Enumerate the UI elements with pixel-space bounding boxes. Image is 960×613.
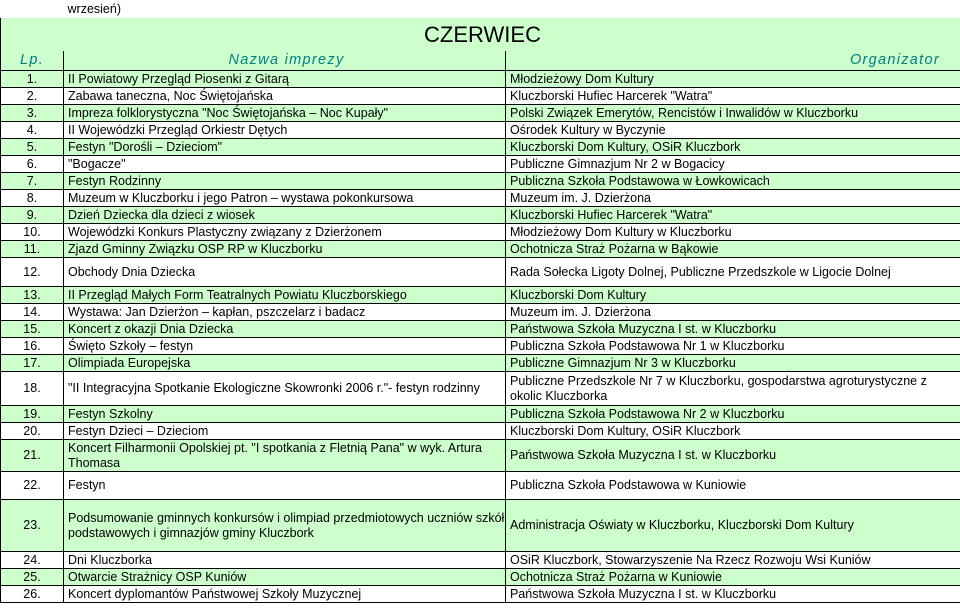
event-name: Festyn Rodzinny bbox=[64, 173, 506, 190]
table-row bbox=[1, 423, 960, 440]
event-name: Koncert z okazji Dnia Dziecka bbox=[64, 321, 506, 338]
row-number: 20. bbox=[1, 423, 64, 440]
row-number: 2. bbox=[1, 88, 64, 105]
table-row bbox=[1, 71, 960, 88]
event-name: Festyn bbox=[64, 472, 506, 500]
table-row bbox=[1, 406, 960, 423]
row-number: 19. bbox=[1, 406, 64, 423]
event-name: Festyn Dzieci – Dzieciom bbox=[64, 423, 506, 440]
table-row bbox=[1, 105, 960, 122]
event-organizer: Kluczborski Dom Kultury, OSiR Kluczbork bbox=[506, 423, 960, 440]
table-row bbox=[1, 207, 960, 224]
table-row bbox=[1, 321, 960, 338]
event-organizer: Kluczborski Hufiec Harcerek "Watra" bbox=[506, 88, 960, 105]
event-name: Święto Szkoły – festyn bbox=[64, 338, 506, 355]
event-organizer: Publiczna Szkoła Podstawowa Nr 1 w Kluczborku bbox=[506, 338, 960, 355]
table-row bbox=[1, 173, 960, 190]
row-number: 14. bbox=[1, 304, 64, 321]
table-row bbox=[1, 287, 960, 304]
event-organizer: OSiR Kluczbork, Stowarzyszenie Na Rzecz Rozwoju Wsi Kuniów bbox=[506, 552, 960, 569]
event-name: Impreza folklorystyczna "Noc Świętojańska – Noc Kupały" bbox=[64, 105, 506, 122]
event-name: Festyn "Dorośli – Dzieciom" bbox=[64, 139, 506, 156]
event-name: Podsumowanie gminnych konkursów i olimpiad przedmiotowych uczniów szkół podstawowych i gimnazjów gminy Kluczbork bbox=[64, 500, 506, 552]
row-number: 8. bbox=[1, 190, 64, 207]
row-number: 1. bbox=[1, 71, 64, 88]
event-organizer: Publiczne Przedszkole Nr 7 w Kluczborku, gospodarstwa agroturystyczne z okolic Kluczborka bbox=[506, 372, 960, 406]
event-name: Zabawa taneczna, Noc Świętojańska bbox=[64, 88, 506, 105]
event-name: Otwarcie Strażnicy OSP Kuniów bbox=[64, 569, 506, 586]
event-organizer: Kluczborski Hufiec Harcerek "Watra" bbox=[506, 207, 960, 224]
event-name: Obchody Dnia Dziecka bbox=[64, 258, 506, 287]
month-heading: CZERWIEC bbox=[1, 18, 960, 51]
event-name: Zjazd Gminny Związku OSP RP w Kluczborku bbox=[64, 241, 506, 258]
row-number: 15. bbox=[1, 321, 64, 338]
table-row bbox=[1, 586, 960, 603]
event-organizer: Ochotnicza Straż Pożarna w Bąkowie bbox=[506, 241, 960, 258]
event-organizer: Publiczne Gimnazjum Nr 3 w Kluczborku bbox=[506, 355, 960, 372]
row-number: 4. bbox=[1, 122, 64, 139]
table-row bbox=[1, 241, 960, 258]
event-organizer: Młodzieżowy Dom Kultury w Kluczborku bbox=[506, 224, 960, 241]
event-name: Koncert Filharmonii Opolskiej pt. "I spotkania z Fletnią Pana" w wyk. Artura Thomasa bbox=[64, 440, 506, 472]
event-name: Dni Kluczborka bbox=[64, 552, 506, 569]
event-organizer: Publiczne Gimnazjum Nr 2 w Bogacicy bbox=[506, 156, 960, 173]
event-organizer: Państwowa Szkoła Muzyczna I st. w Kluczborku bbox=[506, 321, 960, 338]
title-fragment: wrzesień) bbox=[64, 0, 960, 18]
row-number: 3. bbox=[1, 105, 64, 122]
event-organizer: Publiczna Szkoła Podstawowa w Łowkowicach bbox=[506, 173, 960, 190]
row-number: 17. bbox=[1, 355, 64, 372]
event-name: Koncert dyplomantów Państwowej Szkoły Muzycznej bbox=[64, 586, 506, 603]
table-row bbox=[1, 338, 960, 355]
event-name: "Bogacze" bbox=[64, 156, 506, 173]
table-row bbox=[1, 355, 960, 372]
event-name: Olimpiada Europejska bbox=[64, 355, 506, 372]
event-name: II Przegląd Małych Form Teatralnych Powiatu Kluczborskiego bbox=[64, 287, 506, 304]
table-row bbox=[1, 472, 960, 500]
table-row bbox=[1, 552, 960, 569]
table-row bbox=[1, 122, 960, 139]
event-organizer: Muzeum im. J. Dzierżona bbox=[506, 304, 960, 321]
row-number: 24. bbox=[1, 552, 64, 569]
column-header-event-name: Nazwa imprezy bbox=[64, 51, 506, 71]
row-number: 9. bbox=[1, 207, 64, 224]
row-number: 18. bbox=[1, 372, 64, 406]
row-number: 23. bbox=[1, 500, 64, 552]
table-row bbox=[1, 569, 960, 586]
column-header-number: Lp. bbox=[1, 51, 64, 71]
table-row bbox=[1, 500, 960, 552]
event-organizer: Państwowa Szkoła Muzyczna I st. w Kluczborku bbox=[506, 586, 960, 603]
event-organizer: Kluczborski Dom Kultury bbox=[506, 287, 960, 304]
event-name: Wystawa: Jan Dzierżon – kapłan, pszczelarz i badacz bbox=[64, 304, 506, 321]
event-organizer: Rada Sołecka Ligoty Dolnej, Publiczne Przedszkole w Ligocie Dolnej bbox=[506, 258, 960, 287]
row-number: 21. bbox=[1, 440, 64, 472]
event-organizer: Polski Związek Emerytów, Rencistów i Inwalidów w Kluczborku bbox=[506, 105, 960, 122]
table-row bbox=[1, 156, 960, 173]
table-row bbox=[1, 372, 960, 406]
row-number: 6. bbox=[1, 156, 64, 173]
table-row bbox=[1, 440, 960, 472]
table-row bbox=[1, 88, 960, 105]
table-row bbox=[1, 304, 960, 321]
row-number: 26. bbox=[1, 586, 64, 603]
event-organizer: Państwowa Szkoła Muzyczna I st. w Kluczborku bbox=[506, 440, 960, 472]
event-organizer: Administracja Oświaty w Kluczborku, Kluczborski Dom Kultury bbox=[506, 500, 960, 552]
table-row bbox=[1, 224, 960, 241]
event-organizer: Muzeum im. J. Dzierżona bbox=[506, 190, 960, 207]
table-row bbox=[1, 190, 960, 207]
event-organizer: Publiczna Szkoła Podstawowa Nr 2 w Kluczborku bbox=[506, 406, 960, 423]
row-number: 16. bbox=[1, 338, 64, 355]
event-name: Wojewódzki Konkurs Plastyczny związany z Dzierżonem bbox=[64, 224, 506, 241]
table-row bbox=[1, 258, 960, 287]
row-number: 5. bbox=[1, 139, 64, 156]
event-name: Dzień Dziecka dla dzieci z wiosek bbox=[64, 207, 506, 224]
table-row bbox=[1, 139, 960, 156]
row-number: 12. bbox=[1, 258, 64, 287]
event-name: Festyn Szkolny bbox=[64, 406, 506, 423]
event-organizer: Ochotnicza Straż Pożarna w Kuniowie bbox=[506, 569, 960, 586]
event-organizer: Młodzieżowy Dom Kultury bbox=[506, 71, 960, 88]
row-number: 10. bbox=[1, 224, 64, 241]
event-organizer: Kluczborski Dom Kultury, OSiR Kluczbork bbox=[506, 139, 960, 156]
event-organizer: Publiczna Szkoła Podstawowa w Kuniowie bbox=[506, 472, 960, 500]
event-organizer: Ośrodek Kultury w Byczynie bbox=[506, 122, 960, 139]
event-name: II Wojewódzki Przegląd Orkiestr Dętych bbox=[64, 122, 506, 139]
row-number: 13. bbox=[1, 287, 64, 304]
column-header-organizer: Organizator bbox=[506, 51, 960, 71]
row-number: 22. bbox=[1, 472, 64, 500]
event-name: Muzeum w Kluczborku i jego Patron – wystawa pokonkursowa bbox=[64, 190, 506, 207]
row-number: 7. bbox=[1, 173, 64, 190]
event-name: II Powiatowy Przegląd Piosenki z Gitarą bbox=[64, 71, 506, 88]
event-name: "II Integracyjna Spotkanie Ekologiczne Skowronki 2006 r."- festyn rodzinny bbox=[64, 372, 506, 406]
row-number: 11. bbox=[1, 241, 64, 258]
row-number: 25. bbox=[1, 569, 64, 586]
